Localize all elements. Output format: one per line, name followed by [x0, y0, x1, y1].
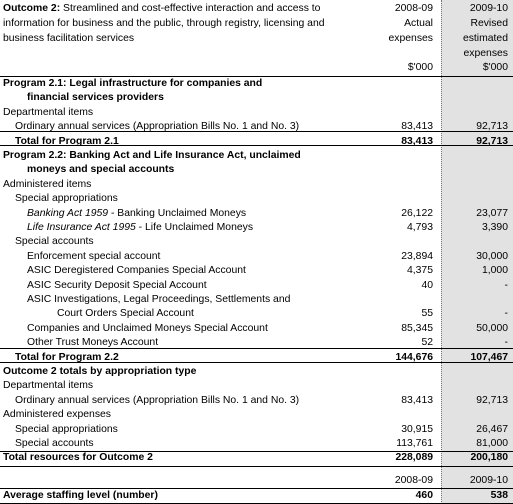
- row-label: [3, 379, 93, 393]
- row-label: [3, 106, 93, 120]
- table-row: [0, 207, 513, 221]
- value-2008-09: 26,122: [401, 207, 433, 219]
- table-row: [0, 408, 513, 422]
- table-row: [0, 106, 513, 120]
- table-row: [0, 322, 513, 336]
- table-row: [0, 120, 513, 134]
- row-label: [27, 264, 246, 278]
- table-row: [0, 379, 513, 393]
- value-2008-09: 85,345: [401, 322, 433, 334]
- row-label-text: ASIC Investigations, Legal Proceedings, Settlements and: [27, 294, 291, 305]
- value-2009-10: 26,467: [476, 423, 508, 435]
- value-2009-10: 3,390: [481, 222, 508, 233]
- row-label: [3, 451, 153, 465]
- table-row: [0, 293, 513, 307]
- table-row: [0, 135, 513, 149]
- row-label: [27, 207, 246, 221]
- row-label-text: Program 2.2: Banking Act and Life Insurance Act, unclaimed: [3, 150, 301, 161]
- row-label: [15, 437, 94, 451]
- value-2008-09: 4,375: [406, 265, 433, 277]
- col2-unit: $'000: [482, 62, 508, 73]
- table-row: [0, 437, 513, 451]
- table-row: [0, 451, 513, 465]
- row-label-text: Companies and Unclaimed Moneys Special Account: [27, 322, 268, 334]
- staffing-value-2: 538: [490, 490, 508, 501]
- value-2009-10: 92,713: [476, 394, 508, 406]
- col2-year: 2009-10: [469, 3, 508, 14]
- row-label: [15, 423, 118, 437]
- value-2008-09: 83,413: [401, 394, 433, 406]
- row-label-text: Other Trust Moneys Account: [27, 337, 159, 349]
- value-2008-09: 113,761: [396, 438, 433, 449]
- total-rule: [0, 348, 513, 349]
- outcome-description: [3, 1, 368, 46]
- row-label-text: Program 2.1: Legal infrastructure for companies and: [3, 78, 263, 89]
- row-label-text: Special accounts: [15, 236, 94, 248]
- value-2008-09: 30,915: [401, 423, 433, 435]
- row-label-text: Total resources for Outcome 2: [3, 452, 153, 464]
- value-2008-09: 40: [421, 279, 433, 291]
- value-2008-09: 83,413: [401, 121, 433, 133]
- row-label: [3, 149, 301, 163]
- table-row: [0, 192, 513, 206]
- table-row: [0, 365, 513, 379]
- value-2009-10: -: [504, 308, 508, 320]
- unit-row: [0, 61, 513, 75]
- row-label-text: ASIC Security Deposit Special Account: [27, 279, 207, 291]
- staffing-year2: 2009-10: [469, 475, 508, 486]
- table-row: [0, 77, 513, 91]
- outcome-label: Outcome 2:: [3, 3, 61, 14]
- row-label-text: financial services providers: [27, 92, 164, 104]
- row-label-text: Enforcement special account: [27, 250, 161, 262]
- row-label: [15, 135, 119, 149]
- row-label: [15, 192, 118, 206]
- row-label-text: Total for Program 2.2: [15, 351, 119, 363]
- value-2009-10: 92,713: [476, 135, 508, 147]
- row-label: [3, 365, 196, 379]
- col1-year: 2008-09: [394, 3, 433, 14]
- value-2008-09: 144,676: [395, 351, 433, 363]
- row-label: [15, 235, 94, 249]
- row-label-text: Court Orders Special Account: [57, 308, 194, 320]
- total-rule: [0, 362, 513, 363]
- staffing-value-1: 460: [415, 490, 433, 501]
- row-label-text: moneys and special accounts: [27, 164, 175, 176]
- row-label-text: Administered expenses: [3, 409, 112, 421]
- row-label: [15, 120, 299, 134]
- table-row: [0, 221, 513, 235]
- row-label: [27, 322, 268, 336]
- value-2009-10: 23,077: [476, 207, 508, 219]
- total-rule: [0, 466, 513, 467]
- row-label: [57, 307, 194, 321]
- row-label: [27, 279, 207, 293]
- value-2008-09: 23,894: [401, 250, 433, 262]
- row-label-text: Administered items: [3, 178, 92, 190]
- value-2009-10: 200,180: [470, 452, 508, 464]
- row-label: [27, 91, 164, 105]
- row-label: [3, 77, 262, 91]
- row-label: [3, 408, 111, 422]
- col2-line4: expenses: [463, 48, 508, 59]
- value-2009-10: 1,000: [481, 265, 508, 277]
- col2-header: [441, 1, 508, 61]
- table-row: [0, 307, 513, 321]
- table-row: [0, 91, 513, 105]
- act-name: Banking Act 1959: [27, 207, 109, 219]
- staffing-row: [0, 489, 513, 503]
- col2-line2: Revised: [470, 18, 508, 29]
- col1-line3: expenses: [388, 33, 433, 44]
- row-label-text: Departmental items: [3, 380, 94, 392]
- row-label-text: Total for Program 2.1: [15, 135, 119, 147]
- value-2009-10: 81,000: [476, 438, 508, 449]
- table-row: [0, 394, 513, 408]
- value-2009-10: 50,000: [476, 322, 508, 334]
- staffing-year-row: [0, 474, 513, 488]
- row-label-text: - Life Unclaimed Moneys: [135, 222, 254, 233]
- row-label: [27, 221, 253, 235]
- row-label: [27, 163, 174, 177]
- value-2008-09: 55: [421, 308, 433, 320]
- value-2008-09: 228,089: [395, 452, 433, 464]
- table-row: [0, 279, 513, 293]
- total-rule: [0, 131, 513, 132]
- row-label: [27, 250, 160, 264]
- row-label-text: Special appropriations: [15, 423, 118, 435]
- col1-unit: $'000: [407, 62, 433, 73]
- staffing-year1: 2008-09: [394, 475, 433, 486]
- value-2008-09: 52: [421, 337, 433, 349]
- staffing-label: Average staffing level (number): [3, 490, 158, 501]
- total-rule: [0, 145, 513, 146]
- row-label-text: - Banking Unclaimed Moneys: [108, 207, 247, 219]
- row-label-text: Departmental items: [3, 106, 94, 118]
- row-label: [27, 293, 290, 307]
- table-row: [0, 235, 513, 249]
- col2-line3: estimated: [462, 33, 508, 44]
- value-2009-10: 30,000: [476, 250, 508, 262]
- value-2009-10: 92,713: [476, 121, 508, 133]
- row-label: [3, 178, 91, 192]
- table-row: [0, 178, 513, 192]
- row-label-text: Special accounts: [15, 438, 94, 449]
- table-row: [0, 149, 513, 163]
- row-label-text: Special appropriations: [15, 193, 118, 205]
- value-2009-10: -: [504, 337, 508, 349]
- total-rule: [0, 451, 513, 452]
- value-2009-10: -: [504, 279, 508, 291]
- row-label-text: ASIC Deregistered Companies Special Account: [27, 265, 246, 277]
- value-2009-10: 107,467: [470, 351, 508, 363]
- value-2008-09: 4,793: [406, 222, 433, 233]
- row-label-text: Ordinary annual services (Appropriation Bills No. 1 and No. 3): [15, 394, 300, 406]
- col1-header: [372, 1, 433, 46]
- table-row: [0, 264, 513, 278]
- col1-line2: Actual: [404, 18, 433, 29]
- row-label-text: Outcome 2 totals by appropriation type: [3, 366, 197, 377]
- act-name: Life Insurance Act 1995: [27, 222, 136, 233]
- row-label: [15, 394, 299, 408]
- table-row: [0, 250, 513, 264]
- table-row: [0, 163, 513, 177]
- row-label-text: Ordinary annual services (Appropriation Bills No. 1 and No. 3): [15, 121, 300, 133]
- table-row: [0, 423, 513, 437]
- outcome-desc-text: Streamlined and cost-effective interaction and access to information for business and the public, through registry, licensing and business facilitation services: [3, 3, 325, 44]
- value-2008-09: 83,413: [401, 135, 433, 147]
